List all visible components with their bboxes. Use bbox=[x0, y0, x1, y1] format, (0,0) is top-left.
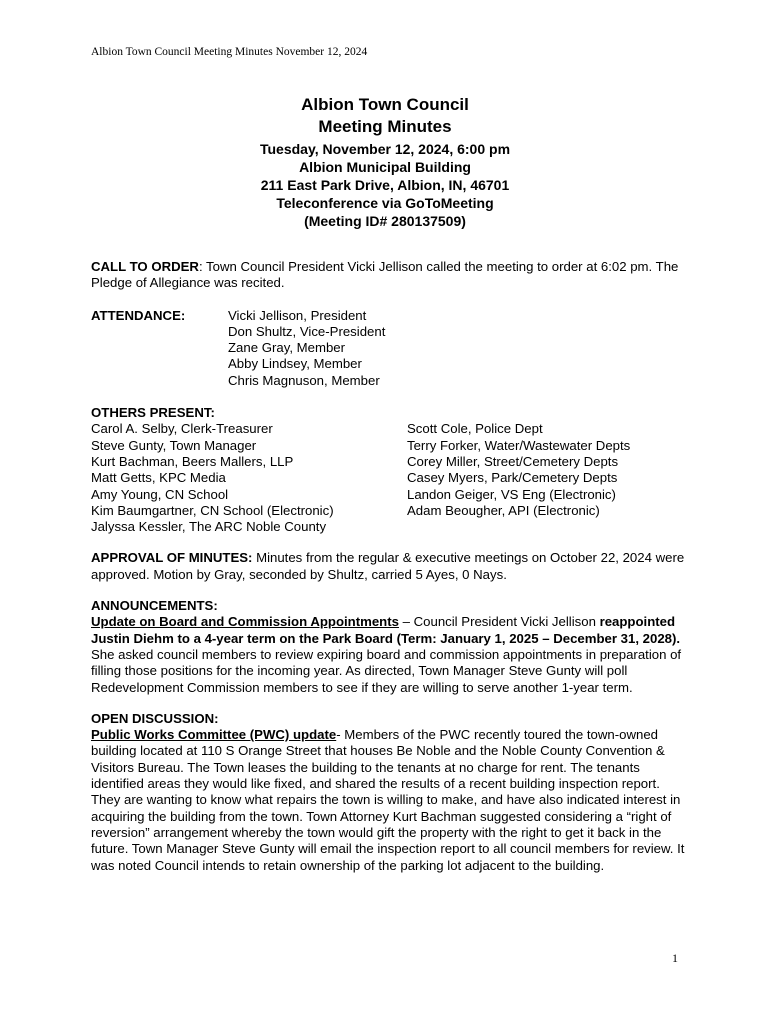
other-person: Jalyssa Kessler, The ARC Noble County bbox=[91, 519, 327, 535]
minutes-body bbox=[91, 259, 691, 874]
attendee: Chris Magnuson, Member bbox=[228, 372, 380, 388]
call-to-order-label: CALL TO ORDER bbox=[91, 259, 199, 274]
pwc-text: - Members of the PWC recently toured the town-owned building located at 110 S Orange Street that houses Be Noble and the Noble County Convention & Visitors Bureau. The Town leases the building to the tenants at no charge for rent. The tenants identified areas they would like fixed, and shared the results of a recent building inspection report. They are wanting to know what repairs the town is willing to make, and have also indicated interest in acquiring the building from the town. Town Attorney Kurt Bachman suggested considering a “right of reversion” arrangement whereby the town would gift the property with the right to get it back in the future. Town Manager Steve Gunty will email the inspection report to all council members for review. It was noted Council intends to retain ownership of the parking lot adjacent to the building. bbox=[91, 727, 685, 873]
open-discussion-label: OPEN DISCUSSION: bbox=[91, 710, 219, 726]
attendee: Don Shultz, Vice-President bbox=[228, 323, 386, 339]
other-person: Scott Cole, Police Dept bbox=[407, 421, 543, 437]
approval-of-minutes bbox=[91, 550, 691, 583]
others-present bbox=[91, 405, 691, 535]
announcement-text-2: She asked council members to review expiring board and commission appointments in preparation of filling those positions for the incoming year. As directed, Town Manager Steve Gunty will poll Redevelopment Commission members to see if they are willing to serve another 1-year term. bbox=[91, 646, 682, 695]
announcement-paragraph bbox=[91, 614, 691, 695]
others-present-label: OTHERS PRESENT: bbox=[91, 405, 215, 421]
attendee: Zane Gray, Member bbox=[228, 340, 346, 356]
council-title: Albion Town Council bbox=[301, 95, 469, 114]
meeting-date: Tuesday, November 12, 2024, 6:00 pm bbox=[259, 141, 511, 157]
other-person: Steve Gunty, Town Manager bbox=[91, 437, 257, 453]
attendance-label: ATTENDANCE: bbox=[91, 307, 186, 323]
others-right-column bbox=[407, 421, 630, 535]
others-left-column bbox=[91, 421, 407, 535]
announcement-bold-text: reappointed Justin Diehm to a 4-year term on the Park Board (Term: January 1, 2025 – December 31, 2028). bbox=[91, 614, 681, 646]
other-person: Adam Beougher, API (Electronic) bbox=[407, 502, 600, 518]
meeting-location: Albion Municipal Building bbox=[299, 159, 471, 175]
open-discussion bbox=[91, 711, 691, 874]
announcement-subhead: Update on Board and Commission Appointments bbox=[91, 614, 399, 630]
approval-label: APPROVAL OF MINUTES: bbox=[91, 550, 253, 566]
other-person: Carol A. Selby, Clerk-Treasurer bbox=[91, 421, 273, 437]
announcement-text-1: – Council President Vicki Jellison bbox=[398, 614, 600, 630]
other-person: Amy Young, CN School bbox=[91, 486, 229, 502]
meeting-id: (Meeting ID# 280137509) bbox=[304, 213, 466, 229]
other-person: Matt Getts, KPC Media bbox=[91, 470, 226, 486]
teleconference: Teleconference via GoToMeeting bbox=[276, 195, 494, 211]
other-person: Landon Geiger, VS Eng (Electronic) bbox=[407, 486, 616, 502]
announcements bbox=[91, 598, 691, 696]
other-person: Kurt Bachman, Beers Mallers, LLP bbox=[91, 453, 294, 469]
other-person: Terry Forker, Water/Wastewater Depts bbox=[407, 437, 631, 453]
announcements-label: ANNOUNCEMENTS: bbox=[91, 598, 218, 614]
other-person: Casey Myers, Park/Cemetery Depts bbox=[407, 470, 618, 486]
call-to-order bbox=[91, 259, 691, 292]
running-header: Albion Town Council Meeting Minutes November 12, 2024 bbox=[91, 46, 368, 58]
title-block bbox=[0, 94, 770, 230]
pwc-subhead: Public Works Committee (PWC) update bbox=[91, 727, 337, 743]
other-person: Kim Baumgartner, CN School (Electronic) bbox=[91, 502, 334, 518]
other-person: Corey Miller, Street/Cemetery Depts bbox=[407, 453, 619, 469]
open-discussion-paragraph bbox=[91, 727, 691, 874]
attendance-list bbox=[228, 308, 385, 389]
call-to-order-text: : Town Council President Vicki Jellison called the meeting to order at 6:02 pm. The Pledge of Allegiance was recited. bbox=[91, 259, 679, 291]
attendee: Vicki Jellison, President bbox=[228, 307, 367, 323]
approval-text: Minutes from the regular & executive meetings on October 22, 2024 were approved. Motion by Gray, seconded by Shultz, carried 5 Ayes, 0 Nays. bbox=[91, 550, 685, 582]
attendance bbox=[91, 308, 691, 389]
attendee: Abby Lindsey, Member bbox=[228, 356, 362, 372]
page-number: 1 bbox=[672, 951, 678, 965]
minutes-title: Meeting Minutes bbox=[318, 117, 452, 136]
meeting-address: 211 East Park Drive, Albion, IN, 46701 bbox=[260, 177, 510, 193]
